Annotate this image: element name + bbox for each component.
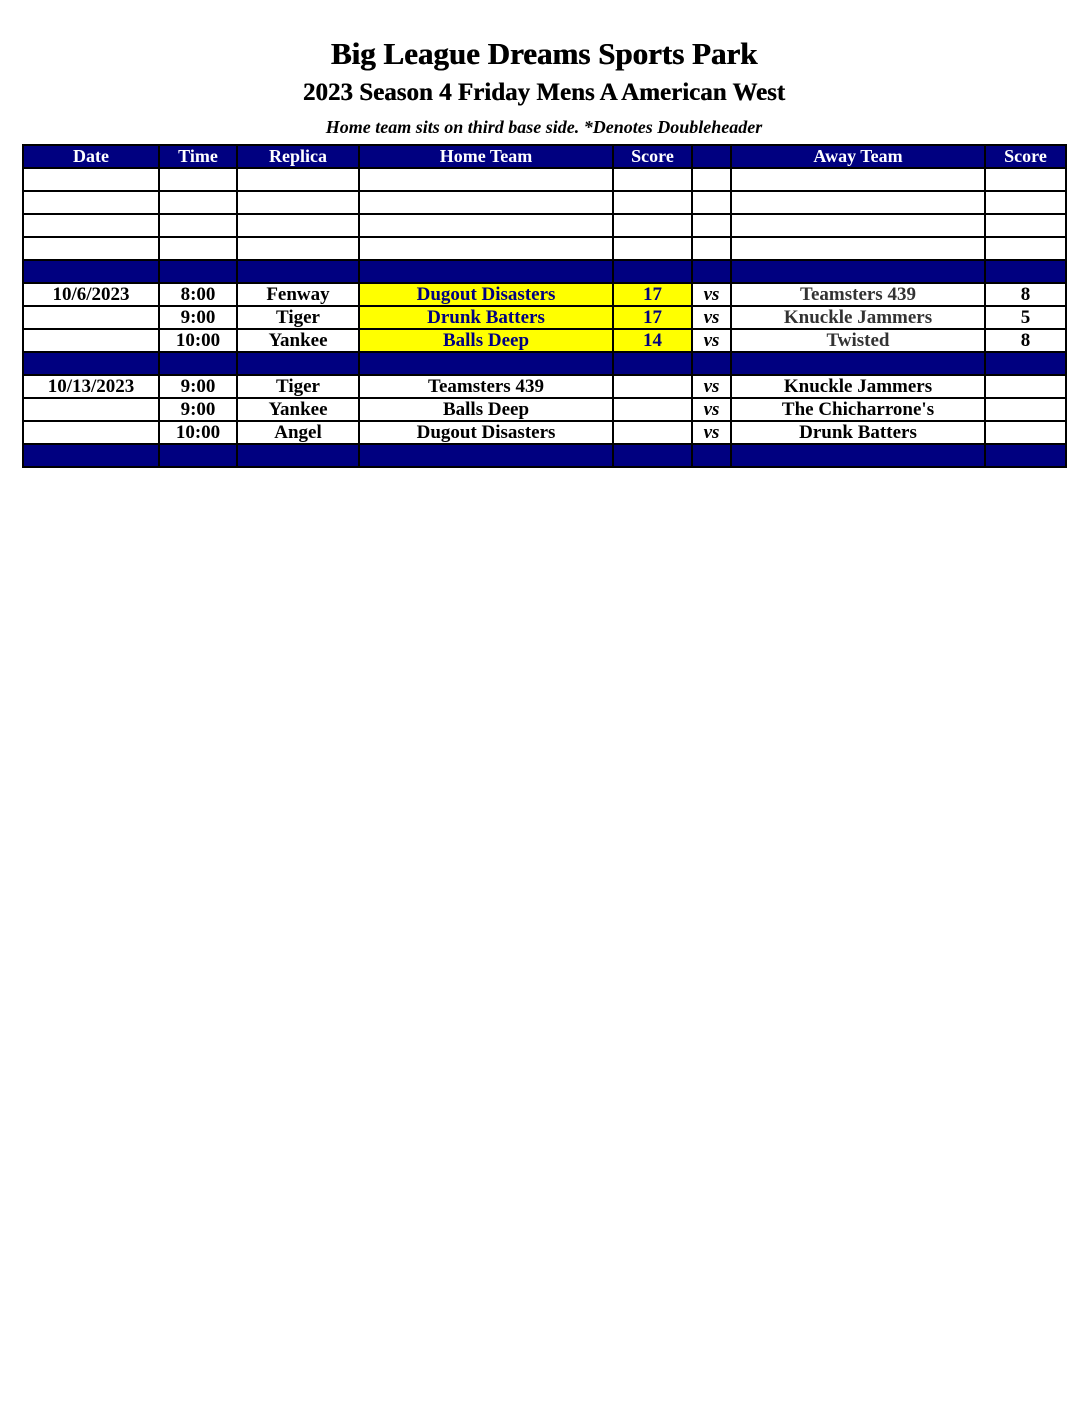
game-replica: Yankee <box>237 329 359 352</box>
col-header-date: Date <box>23 145 159 168</box>
away-score <box>985 375 1066 398</box>
away-team: Teamsters 439 <box>731 283 985 306</box>
page-title: Big League Dreams Sports Park <box>330 36 758 71</box>
col-header-time: Time <box>159 145 237 168</box>
home-team: Dugout Disasters <box>359 421 613 444</box>
home-team: Drunk Batters <box>359 306 613 329</box>
away-team: Twisted <box>731 329 985 352</box>
game-row <box>23 375 1066 398</box>
away-team: Drunk Batters <box>731 421 985 444</box>
league-subtitle: 2023 Season 4 Friday Mens A American West <box>302 79 786 106</box>
vs-label: vs <box>692 421 731 444</box>
home-score: 17 <box>613 306 692 329</box>
vs-label: vs <box>692 329 731 352</box>
away-score <box>985 421 1066 444</box>
vs-label: vs <box>692 398 731 421</box>
game-row <box>23 398 1066 421</box>
game-row <box>23 329 1066 352</box>
col-header-home-score: Score <box>613 145 692 168</box>
away-team: Knuckle Jammers <box>731 375 985 398</box>
week-separator-row <box>23 352 1066 375</box>
col-header-away-score: Score <box>985 145 1066 168</box>
game-date <box>23 421 159 444</box>
game-date <box>23 398 159 421</box>
home-team: Teamsters 439 <box>359 375 613 398</box>
game-replica: Angel <box>237 421 359 444</box>
away-score <box>985 398 1066 421</box>
col-header-vs <box>692 145 731 168</box>
away-score: 5 <box>985 306 1066 329</box>
home-team: Balls Deep <box>359 329 613 352</box>
header-row <box>23 145 1066 168</box>
away-team: The Chicharrone's <box>731 398 985 421</box>
home-team: Dugout Disasters <box>359 283 613 306</box>
empty-row <box>23 214 1066 237</box>
week-separator-row <box>23 444 1066 467</box>
col-header-replica: Replica <box>237 145 359 168</box>
empty-row <box>23 191 1066 214</box>
home-score <box>613 375 692 398</box>
game-row <box>23 283 1066 306</box>
game-date: 10/13/2023 <box>23 375 159 398</box>
game-time: 9:00 <box>159 306 237 329</box>
home-team: Balls Deep <box>359 398 613 421</box>
home-score: 14 <box>613 329 692 352</box>
game-time: 9:00 <box>159 375 237 398</box>
vs-label: vs <box>692 306 731 329</box>
col-header-away-team: Away Team <box>731 145 985 168</box>
week-separator-row <box>23 260 1066 283</box>
game-row <box>23 306 1066 329</box>
empty-row <box>23 168 1066 191</box>
away-team: Knuckle Jammers <box>731 306 985 329</box>
game-time: 10:00 <box>159 329 237 352</box>
game-row <box>23 421 1066 444</box>
schedule-table <box>22 144 1067 468</box>
game-date <box>23 306 159 329</box>
game-replica: Tiger <box>237 375 359 398</box>
game-date: 10/6/2023 <box>23 283 159 306</box>
game-time: 10:00 <box>159 421 237 444</box>
away-score: 8 <box>985 283 1066 306</box>
schedule-note: Home team sits on third base side. *Denotes Doubleheader <box>325 117 763 137</box>
game-time: 9:00 <box>159 398 237 421</box>
home-score <box>613 421 692 444</box>
game-replica: Tiger <box>237 306 359 329</box>
vs-label: vs <box>692 375 731 398</box>
col-header-home-team: Home Team <box>359 145 613 168</box>
home-score: 17 <box>613 283 692 306</box>
game-replica: Yankee <box>237 398 359 421</box>
game-replica: Fenway <box>237 283 359 306</box>
empty-row <box>23 237 1066 260</box>
vs-label: vs <box>692 283 731 306</box>
game-time: 8:00 <box>159 283 237 306</box>
away-score: 8 <box>985 329 1066 352</box>
game-date <box>23 329 159 352</box>
home-score <box>613 398 692 421</box>
